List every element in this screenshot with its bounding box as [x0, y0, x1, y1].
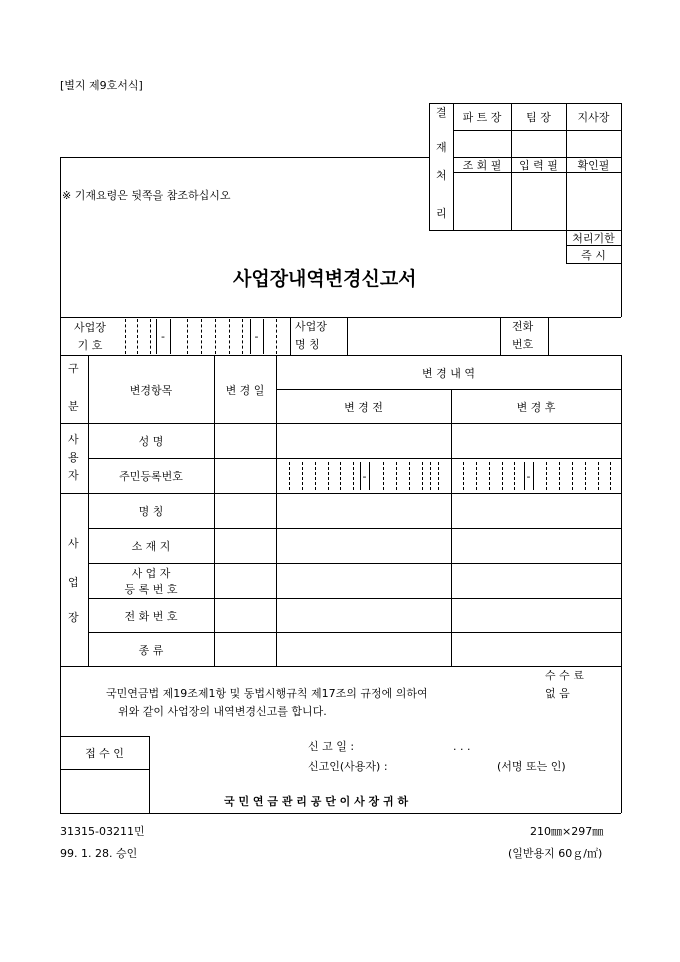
header-change-date: 변 경 일 [225, 383, 265, 397]
approval-side-2: 재 [436, 141, 447, 154]
row-label-type: 종 류 [138, 643, 164, 657]
biz-side-3: 장 [68, 611, 79, 624]
biz-id-label-2: 기 호 [77, 339, 103, 352]
approval-side-3: 처 [436, 169, 447, 182]
instruction-note: ※ 기재요령은 뒷쪽을 참조하십시오 [62, 189, 231, 202]
user-side-1: 사 [68, 433, 79, 446]
header-gubun: 구 [68, 362, 79, 375]
approval-part-leader: 파 트 장 [462, 110, 502, 124]
row-label-phone: 전 화 번 호 [124, 609, 178, 623]
phone-label: 전화 [512, 320, 534, 333]
header-change-history: 변 경 내 역 [422, 366, 475, 380]
paper-size: 210㎜×297㎜ [530, 825, 604, 838]
row-label-name: 성 명 [138, 435, 164, 448]
statement-line-2: 위와 같이 사업장의 내역변경신고를 합니다. [118, 705, 327, 718]
biz-id-dash-2: - [254, 329, 259, 343]
biz-name-field[interactable] [348, 318, 500, 354]
row-label-address: 소 재 지 [131, 540, 171, 553]
row-label-biz-name: 명 칭 [138, 505, 164, 518]
biz-name-label-2: 명 칭 [295, 338, 320, 351]
approval-confirm-check: 확인필 [577, 158, 610, 172]
form-title: 사업장내역변경신고서 [233, 268, 417, 290]
approval-side-1: 결 [436, 106, 447, 119]
biz-name-label: 사업장 [295, 320, 327, 333]
row-label-biz-reg: 사 업 자 [131, 566, 171, 580]
approval-input-check: 입 력 필 [519, 158, 558, 172]
fee-value: 없 음 [545, 687, 570, 700]
paper-weight: (일반용지 60ｇ/㎡) [508, 847, 603, 860]
approval-date: 99. 1. 28. 승인 [60, 847, 138, 860]
reporter-label: 신고인(사용자) : [308, 760, 388, 773]
form-label: [별지 제9호서식] [60, 79, 143, 92]
approval-inquiry-check: 조 회 필 [462, 158, 502, 172]
signature-field[interactable]: (서명 또는 인) [497, 760, 566, 773]
header-before: 변 경 전 [344, 400, 383, 414]
approval-side-4: 리 [436, 207, 447, 220]
report-date-label: 신 고 일 : [308, 740, 355, 753]
user-side-2: 용 [68, 451, 79, 464]
form-code: 31315-03211민 [60, 825, 145, 838]
deadline-label: 처리기한 [572, 232, 615, 245]
statement-line-1: 국민연금법 제19조제1항 및 동법시행규칙 제17조의 규정에 의하여 [106, 687, 428, 700]
biz-id-dash-1: - [161, 329, 165, 343]
approval-branch-head: 지사장 [577, 110, 610, 124]
user-side-3: 자 [68, 469, 79, 482]
biz-side-2: 업 [68, 576, 79, 589]
row-label-resident-number: 주민등록번호 [119, 470, 183, 483]
phone-label-2: 번호 [512, 338, 534, 351]
biz-side-1: 사 [68, 537, 79, 550]
fee-label: 수 수 료 [545, 669, 584, 682]
resident-after-dash: - [526, 469, 531, 483]
header-change-item: 변경항목 [129, 383, 173, 397]
biz-id-label: 사업장 [74, 321, 106, 334]
row-label-biz-reg-2: 등 록 번 호 [124, 583, 178, 596]
report-date-field[interactable]: . . . [453, 740, 471, 753]
receiver-label: 접 수 인 [85, 747, 124, 760]
phone-field[interactable] [549, 318, 620, 354]
header-after: 변 경 후 [516, 400, 556, 414]
receiver-field[interactable] [61, 770, 149, 813]
resident-before-dash: - [362, 469, 367, 483]
deadline-value: 즉 시 [581, 248, 606, 262]
addressee: 국 민 연 금 관 리 공 단 이 사 장 귀 하 [224, 795, 409, 808]
approval-team-leader: 팀 장 [526, 110, 551, 124]
header-gubun-2: 분 [68, 400, 79, 413]
